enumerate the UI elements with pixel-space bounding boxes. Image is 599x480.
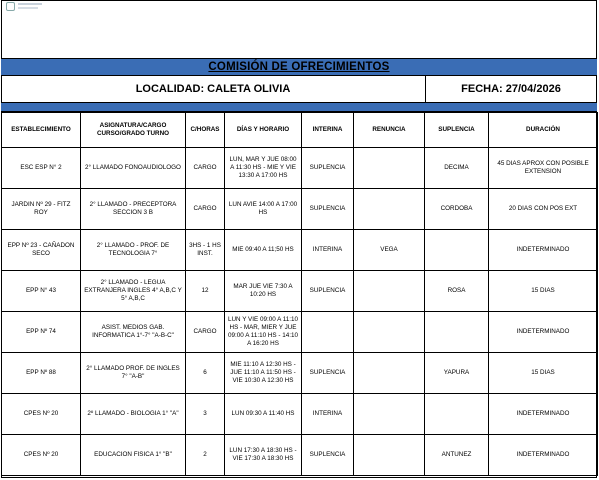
cell-renuncia [354, 312, 425, 353]
cell-renuncia: VEGA [354, 230, 425, 271]
cell-establecimiento: JARDIN Nº 29 - FITZ ROY [2, 189, 81, 230]
cell-duracion: 20 DIAS CON POS EXT [489, 189, 598, 230]
cell-duracion: INDETERMINADO [489, 435, 598, 476]
document-title: COMISIÓN DE OFRECIMIENTOS [208, 61, 390, 73]
cell-duracion: INDETERMINADO [489, 312, 598, 353]
title-bar [1, 58, 597, 76]
cell-establecimiento: EPP Nº 88 [2, 353, 81, 394]
offers-table [1, 112, 598, 476]
cell-renuncia [354, 394, 425, 435]
cell-horas: 12 [186, 271, 225, 312]
cell-asignatura: 2° LLAMADO - PROF. DE TECNOLOGIA 7° [81, 230, 186, 271]
cell-renuncia [354, 148, 425, 189]
location-date-bar [1, 76, 597, 103]
cell-interina [302, 312, 354, 353]
cell-asignatura: EDUCACION FISICA 1° "B" [81, 435, 186, 476]
cell-horas: CARGO [186, 312, 225, 353]
cell-asignatura: 2° LLAMADO FONOAUDIOLOGO [81, 148, 186, 189]
cell-horas: 6 [186, 353, 225, 394]
cell-horas: CARGO [186, 189, 225, 230]
cell-suplencia [425, 230, 489, 271]
cell-suplencia: YAPURA [425, 353, 489, 394]
cell-asignatura: 2° LLAMADO PROF. DE INGLES 7° "A-B" [81, 353, 186, 394]
table-header-row [2, 113, 598, 148]
column-header: DÍAS Y HORARIO [225, 113, 302, 148]
cell-renuncia [354, 353, 425, 394]
cell-horario: MIE 09:40 A 11;50 HS [225, 230, 302, 271]
cell-establecimiento: EPP N° 43 [2, 271, 81, 312]
cell-interina: INTERINA [302, 230, 354, 271]
cell-asignatura: 2° LLAMADO - PRECEPTORA SECCION 3 B [81, 189, 186, 230]
cell-establecimiento: CPES Nº 20 [2, 394, 81, 435]
column-header: DURACIÓN [489, 113, 598, 148]
column-header: C/HORAS [186, 113, 225, 148]
cell-asignatura: ASIST. MEDIOS GAB. INFORMATICA 1°-7° "A-B-C" [81, 312, 186, 353]
table-row [2, 148, 598, 189]
cell-duracion: 15 DIAS [489, 271, 598, 312]
cell-interina: SUPLENCIA [302, 148, 354, 189]
column-header: SUPLENCIA [425, 113, 489, 148]
table-row [2, 189, 598, 230]
cell-horas: 3 [186, 394, 225, 435]
cell-horario: LUN AVIE 14:00 A 17:00 HS [225, 189, 302, 230]
table-row [2, 312, 598, 353]
cell-suplencia [425, 312, 489, 353]
cell-duracion: 15 DIAS [489, 353, 598, 394]
cell-horario: LUN 09:30 A 11:40 HS [225, 394, 302, 435]
cell-renuncia [354, 435, 425, 476]
cell-suplencia [425, 394, 489, 435]
locality-label: LOCALIDAD: CALETA OLIVIA [1, 76, 426, 102]
cell-suplencia: ROSA [425, 271, 489, 312]
cell-interina: SUPLENCIA [302, 435, 354, 476]
cell-suplencia: CORDOBA [425, 189, 489, 230]
cell-renuncia [354, 271, 425, 312]
cell-horas: 2 [186, 435, 225, 476]
table-row [2, 435, 598, 476]
cell-horario: LUN, MAR Y JUE 08:00 A 11:30 HS - MIE Y VIE 13:30 A 17:00 HS [225, 148, 302, 189]
cell-asignatura: 2° LLAMADO - LEGUA EXTRANJERA INGLES 4° A,B,C Y 5° A,B,C [81, 271, 186, 312]
cell-horario: LUN 17:30 A 18:30 HS - VIE 17:30 A 18:30 HS [225, 435, 302, 476]
cell-establecimiento: CPES Nº 20 [2, 435, 81, 476]
cell-suplencia: ANTUNEZ [425, 435, 489, 476]
cell-duracion: INDETERMINADO [489, 394, 598, 435]
column-header: ESTABLECIMIENTO [2, 113, 81, 148]
cell-interina: SUPLENCIA [302, 353, 354, 394]
date-label: FECHA: 27/04/2026 [461, 83, 561, 95]
cell-interina: SUPLENCIA [302, 271, 354, 312]
cell-horario: LUN Y VIE 09:00 A 11:10 HS - MAR, MIER Y JUE 09:00 A 11:10 HS - 14:10 A 16:20 HS [225, 312, 302, 353]
cell-duracion: INDETERMINADO [489, 230, 598, 271]
column-header: INTERINA [302, 113, 354, 148]
cell-renuncia [354, 189, 425, 230]
table-row [2, 394, 598, 435]
separator-bar [1, 103, 597, 112]
table-row [2, 230, 598, 271]
cell-horario: MIE 11:10 A 12:30 HS - JUE 11:10 A 11:50 HS - VIE 10:30 A 12:30 HS [225, 353, 302, 394]
cell-establecimiento: EPP Nº 23 - CAÑADON SECO [2, 230, 81, 271]
table-row [2, 271, 598, 312]
cell-asignatura: 2º LLAMADO - BIOLOGIA 1° "A" [81, 394, 186, 435]
cell-interina: SUPLENCIA [302, 189, 354, 230]
cell-interina: INTERINA [302, 394, 354, 435]
cell-horas: 3HS - 1 HS INST. [186, 230, 225, 271]
table-row [2, 353, 598, 394]
column-header: ASIGNATURA/CARGO CURSO/GRADO TURNO [81, 113, 186, 148]
cell-suplencia: DECIMA [425, 148, 489, 189]
column-header: RENUNCIA [354, 113, 425, 148]
cell-establecimiento: ESC ESP N° 2 [2, 148, 81, 189]
cell-horario: MAR JUE VIE 7:30 A 10:20 HS [225, 271, 302, 312]
cell-establecimiento: EPP Nº 74 [2, 312, 81, 353]
cell-horas: CARGO [186, 148, 225, 189]
cell-duracion: 45 DIAS APROX CON POSIBLE EXTENSION [489, 148, 598, 189]
